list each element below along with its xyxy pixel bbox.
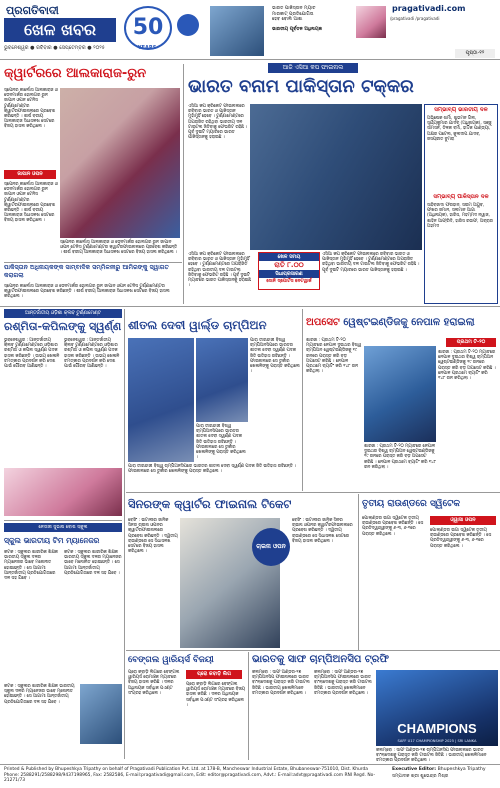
section-title: ଖେଳ ଖବର: [4, 18, 116, 42]
nepal-headline-main: ୱେଷ୍ଟଇଣ୍ଡିଜକୁ ନେପାଳ ହରାଇଲା: [343, 317, 475, 328]
column-rule: [358, 494, 359, 650]
saff-photo: [376, 670, 498, 746]
top-quote: [272, 6, 352, 32]
bengal-body-cont: ପ୍ରୋ କବାଡ଼ି ଲିଗରେ ବେଙ୍ଗଲ ୱାରିୟର୍ସ ରୋମାଞ୍ଚକ ମ୍ୟାଚରେ ବିଜୟ ହାସଲ କରିଛି । ଦଳର ଅଧିନାୟକ ସର୍ବାଧିକ ପଏଣ୍ଟ ସଂଗ୍ରହ କରିଥିଲେ ।: [186, 682, 246, 708]
archery-photo-2: [196, 338, 248, 422]
kabaddi-photo: [4, 468, 122, 516]
archery-headline: ଶୀତଲ ଦେବୀ ୱାର୍ଲ୍ଡ ଚାମ୍ପିଅନ: [128, 318, 267, 332]
sidebar-title-pakistan: ସମ୍ଭାବ୍ୟ ପାକିସ୍ତାନ ଦଳ: [433, 194, 489, 200]
match-time: ରାତି ୮.୦୦: [274, 261, 304, 269]
quote-line: ହେବ ବୋଲି ଆଶା: [272, 17, 303, 23]
quote-author: ଭାରତୀୟ ପୂର୍ବତନ ଅଧିନାୟକ: [272, 26, 323, 32]
imprint-line-1: Printed & Published by Bhupeshkya Tripathy on behalf of Pragativadi Publication Pvt. Ltd. at 178-B, Mancheswar Industrial Estate, Bhubaneswar-751010, Dist. Khurda: [4, 767, 368, 772]
seal-icon: [177, 14, 199, 36]
tennis-tag: ଜାପାନ ଓପନ: [4, 170, 56, 179]
school-photo: [80, 684, 122, 744]
school-body: କଟକ : ସ୍କୁଲର ଶାରୀରିକ ଶିକ୍ଷକ ଭାରତୀୟ ସ୍କୁଲ ଦଳର ମ୍ୟାନେଜର ଭାବେ ମନୋନୀତ ହୋଇଛନ୍ତି । ସେ ଆଗାମୀ ଆନ୍ତର୍ଜାତୀୟ ପ୍ରତିଯୋଗିତାରେ ଦଳ ସହ ଯିବେ ।: [4, 550, 58, 582]
rule: [4, 262, 182, 263]
page-number: ପୃଷ୍ଠା-୧୨: [455, 49, 495, 58]
match-info-box: [258, 252, 320, 290]
third-round-headline: ତୃତୀୟ ରାଉଣ୍ଡରେ ସ୍ୱିଟେକ: [362, 499, 461, 509]
match-time-label: ଖେଳ ସମୟ: [259, 253, 319, 261]
archery-body: ପାରା ତୀରନ୍ଦାଜୀ ବିଶ୍ୱ ଚାମ୍ପିଅନସିପରେ ଭାରତର ଶୀତଲ ଦେବୀ ସ୍ୱର୍ଣ୍ଣ ପଦକ ଜିତି ଇତିହାସ ରଚିଛନ୍ତି । ଫାଇନାଲରେ ସେ ତୁର୍କୀର ଖେଳାଳିଙ୍କୁ ପରାସ୍ତ କରିଥିଲେ ।: [250, 338, 300, 375]
kabaddi-body-cont: ଭୁବନେଶ୍ୱର : ଆନ୍ତର୍ଜାତୀୟ କ୍ଲବ ଟୁର୍ଣ୍ଣାମେଣ୍ଟରେ ଓଡ଼ିଶାର ରଶ୍ମିତା ଓ କପିଲ ସ୍ୱର୍ଣ୍ଣ ପଦକ ହାସଲ କରିଛନ୍ତି । ଉଭୟ ଖେଳାଳି ଚମତ୍କାର ପ୍ରଦର୍ଶନ କରି ଦେଶ ପାଇଁ ଗୌରବ ଆଣିଛନ୍ତି ।: [64, 338, 120, 370]
lead-body: ଏସିଆ କପ କ୍ରିକେଟ ଫାଇନାଲରେ ରବିବାର ଭାରତ ଓ ପାକିସ୍ତାନ ମୁହାଁମୁହିଁ ହେବେ । ଟୁର୍ଣ୍ଣାମେଣ୍ଟରେ ଅପରାଜିତ ରହିଥିବା ଭାରତୀୟ ଦଳ ଟାଇଟଲ ଜିତିବାକୁ ଫେଭରିଟ ରହିଛି । ପୂର୍ବ ଦୁଇଟି ମ୍ୟାଚରେ ଭାରତ ପାକିସ୍ତାନକୁ ହରାଇଛି ।: [188, 104, 248, 141]
bengal-headline: ବେଙ୍ଗଲ ୱାରିୟର୍ସ ବିଜୟୀ: [128, 655, 214, 665]
tennis-photo: [60, 88, 180, 238]
portrait-photo: [356, 6, 386, 38]
school-kicker: ନେତାଜୀ ସୁଭାଷ ବୋଷ ସ୍କୁଲ: [4, 523, 122, 532]
school-headline: ସ୍କୁଲ ଭାରତୀୟ ଟିମ ମ୍ୟାନେଜର: [4, 536, 100, 545]
column-rule: [124, 309, 125, 759]
section-rule: [126, 492, 500, 493]
strip-headline: ପାକିସ୍ତାନ ଅଧିନାୟକଙ୍କ ସାମ୍ବାଦିକ ସମ୍ମିଳନୀରୁ ଆମିରଙ୍କୁ ସ୍ୱାଗତ କରାଗଲା: [4, 264, 169, 279]
masthead: [0, 0, 500, 60]
sinner-badge: ଚାଇନା ଓପନ: [252, 528, 290, 566]
sidebar-title-india: ସମ୍ଭାବ୍ୟ ଭାରତୀୟ ଦଳ: [434, 107, 488, 113]
bengal-tag: ପ୍ରୋ କବାଡ଼ି ଲିଗ: [186, 670, 242, 679]
saff-body: କଲମ୍ବୋ : ସାଫ ଅଣ୍ଡର-୧୭ ଚାମ୍ପିଅନସିପ ଫାଇନାଲରେ ଭାରତ ବାଂଲାଦେଶକୁ ପରାସ୍ତ କରି ଟାଇଟଲ ଜିତିଛି । ଭାରତୀୟ ଖେଳାଳିମାନେ ଚମତ୍କାର ପ୍ରଦର୍ଶନ କରିଥିଲେ ।: [252, 670, 310, 696]
tennis-body-bottom: ସ୍ପେନର କାର୍ଲୋସ ଆଲକାରାଜ ଓ ଡେନମାର୍କର ହୋଲଗର ରୁନ ଜାପାନ ଓପନ ଟେନିସ ଟୁର୍ଣ୍ଣାମେଣ୍ଟର କ୍ୱାର୍ଟରଫାଇନାଲରେ ପ୍ରବେଶ କରିଛନ୍ତି । ଶୀର୍ଷ ବରୀୟ ଆଲକାରାଜ ସିଧାସଳଖ ସେଟରେ ବିଜୟ ହାସଲ କରିଥିଲେ ।: [60, 240, 178, 256]
broadcast-channel: ସୋନି ସ୍ପୋର୍ଟସ ନେଟୱାର୍କ: [266, 279, 312, 284]
nepal-headline-red: ଅପସେଟ: [306, 317, 340, 328]
nepal-body-bottom: ଶାରଜା : ପ୍ରଥମ ଟି-୨୦ ମ୍ୟାଚରେ ନେପାଳ ଦୁଇଥର ବିଶ୍ୱ ଚାମ୍ପିଅନ ୱେଷ୍ଟଇଣ୍ଡିଜକୁ ୧୯ ରନରେ ପରାସ୍ତ କରି ବଡ଼ ଅପସେଟ କରିଛି । ନେପାଳ ପ୍ରଥମେ ବ୍ୟାଟିଂ କରି ୧୪୮ ରନ କରିଥିଲା ।: [364, 444, 436, 470]
nepal-body: ଶାରଜା : ପ୍ରଥମ ଟି-୨୦ ମ୍ୟାଚରେ ନେପାଳ ଦୁଇଥର ବିଶ୍ୱ ଚାମ୍ପିଅନ ୱେଷ୍ଟଇଣ୍ଡିଜକୁ ୧୯ ରନରେ ପରାସ୍ତ କରି ବଡ଼ ଅପସେଟ କରିଛି । ନେପାଳ ପ୍ରଥମେ ବ୍ୟାଟିଂ କରି ୧୪୮ ରନ କରିଥିଲା ।: [306, 338, 362, 375]
saff-caption: କଲମ୍ବୋ : ସାଫ ଅଣ୍ଡର-୧୭ ଚାମ୍ପିଅନସିପ ଫାଇନାଲରେ ଭାରତ ବାଂଲାଦେଶକୁ ପରାସ୍ତ କରି ଟାଇଟଲ ଜିତିଛି । ଭାରତୀୟ ଖେଳାଳିମାନେ ଚମତ୍କାର ପ୍ରଦର୍ଶନ କରିଥିଲେ ।: [376, 748, 487, 764]
archery-body-cont: ପାରା ତୀରନ୍ଦାଜୀ ବିଶ୍ୱ ଚାମ୍ପିଅନସିପରେ ଭାରତର ଶୀତଲ ଦେବୀ ସ୍ୱର୍ଣ୍ଣ ପଦକ ଜିତି ଇତିହାସ ରଚିଛନ୍ତି । ଫାଇନାଲରେ ସେ ତୁର୍କୀର ଖେଳାଳିଙ୍କୁ ପରାସ୍ତ କରିଥିଲେ ।: [196, 424, 246, 461]
champions-banner: CHAMPIONS: [397, 721, 477, 736]
tennis-body: ସ୍ପେନର କାର୍ଲୋସ ଆଲକାରାଜ ଓ ଡେନମାର୍କର ହୋଲଗର ରୁନ ଜାପାନ ଓପନ ଟେନିସ ଟୁର୍ଣ୍ଣାମେଣ୍ଟର କ୍ୱାର୍ଟରଫାଇନାଲରେ ପ୍ରବେଶ କରିଛନ୍ତି । ଶୀର୍ଷ ବରୀୟ ଆଲକାରାଜ ସିଧାସଳଖ ସେଟରେ ବିଜୟ ହାସଲ କରିଥିଲେ ।: [4, 88, 58, 130]
rule: [4, 520, 122, 521]
archery-body-bottom: ପାରା ତୀରନ୍ଦାଜୀ ବିଶ୍ୱ ଚାମ୍ପିଅନସିପରେ ଭାରତର ଶୀତଲ ଦେବୀ ସ୍ୱର୍ଣ୍ଣ ପଦକ ଜିତି ଇତିହାସ ରଚିଛନ୍ତି । ଫାଇନାଲରେ ସେ ତୁର୍କୀର ଖେଳାଳିଙ୍କୁ ପରାସ୍ତ କରିଥିଲେ ।: [128, 464, 297, 475]
column-rule: [302, 309, 303, 491]
lead-sidebar: [424, 104, 498, 304]
imprint-footer: [0, 764, 500, 788]
column-rule: [248, 652, 249, 760]
dateline: ଭୁବନେଶ୍ୱର ● ରବିବାର ● ସେପ୍ଟେମ୍ବର ● ୨୦୨୫: [4, 45, 105, 51]
school-body-bottom: କଟକ : ସ୍କୁଲର ଶାରୀରିକ ଶିକ୍ଷକ ଭାରତୀୟ ସ୍କୁଲ ଦଳର ମ୍ୟାନେଜର ଭାବେ ମନୋନୀତ ହୋଇଛନ୍ତି । ସେ ଆଗାମୀ ଆନ୍ତର୍ଜାତୀୟ ପ୍ରତିଯୋଗିତାରେ ଦଳ ସହ ଯିବେ ।: [4, 684, 75, 705]
lead-body-right: ଏସିଆ କପ କ୍ରିକେଟ ଫାଇନାଲରେ ରବିବାର ଭାରତ ଓ ପାକିସ୍ତାନ ମୁହାଁମୁହିଁ ହେବେ । ଟୁର୍ଣ୍ଣାମେଣ୍ଟରେ ଅପରାଜିତ ରହିଥିବା ଭାରତୀୟ ଦଳ ଟାଇଟଲ ଜିତିବାକୁ ଫେଭରିଟ ରହିଛି । ପୂର୍ବ ଦୁଇଟି ମ୍ୟାଚରେ ଭାରତ ପାକିସ୍ତାନକୁ ହରାଇଛି ।: [322, 252, 420, 273]
column-rule: [183, 64, 184, 304]
nepal-tag: ପ୍ରଥମ ଟି-୨୦: [446, 338, 496, 347]
sidebar-body-india: ଅଭିଷେକ ଶର୍ମା, ଶୁଭମନ ଗିଲ, ସୂର୍ଯ୍ୟକୁମାର ଯାଦବ (ଅଧିନାୟକ), ସଞ୍ଜୁ ସାମସନ, ତିଳକ ବର୍ମା, ହାର୍ଦ୍ଦିକ ପାଣ୍ଡ୍ୟା, ଅକ୍ଷର ପଟେଲ, କୁଲଦୀପ ଯାଦବ, ଜସପ୍ରୀତ ବୁମରା: [427, 116, 492, 142]
tennis-headline-text: କ୍ୱାର୍ଟରରେ ଆଲକାରାଜ-ରୁନ: [4, 66, 147, 81]
lead-photo: [250, 104, 422, 250]
tennis-headline: [4, 64, 182, 86]
editor-odia: ସମ୍ପାଦକ ଶ୍ରୀ ଶୁଭେନ୍ଦ୍ର ମିଶ୍ର: [392, 774, 449, 779]
newspaper-brand: ପ୍ରଗତିବାଦୀ: [6, 4, 59, 17]
quote-line: ଭାରତ ପାକିସ୍ତାନ ମ୍ୟାଚ: [272, 6, 316, 11]
third-round-body-cont: ପୋଲାଣ୍ଡର ଇଗା ସ୍ୱିଟେକ ତୃତୀୟ ରାଉଣ୍ଡରେ ପ୍ରବେଶ କରିଛନ୍ତି । ସେ ପ୍ରତିଦ୍ୱନ୍ଦ୍ୱୀଙ୍କୁ ୬-୩, ୬-୧ରେ ପରାସ୍ତ କରିଥିଲେ ।: [430, 528, 492, 549]
third-round-tag: ଓ୍ୱାସା ଓପନ: [430, 516, 496, 525]
sinner-headline: ସିନରଙ୍କ କ୍ୱାର୍ଟର ଫାଇନାଲ ଟିକେଟ: [128, 497, 292, 511]
anniversary-caption: YEARS: [138, 45, 157, 51]
kabaddi-headline: ରଶ୍ମିତା-କପିଲଙ୍କୁ ସ୍ୱର୍ଣ୍ଣ: [4, 320, 122, 333]
nepal-body-cont: ଶାରଜା : ପ୍ରଥମ ଟି-୨୦ ମ୍ୟାଚରେ ନେପାଳ ଦୁଇଥର ବିଶ୍ୱ ଚାମ୍ପିଅନ ୱେଷ୍ଟଇଣ୍ଡିଜକୁ ୧୯ ରନରେ ପରାସ୍ତ କରି ବଡ଼ ଅପସେଟ କରିଛି । ନେପାଳ ପ୍ରଥମେ ବ୍ୟାଟିଂ କରି ୧୪୮ ରନ କରିଥିଲା ।: [438, 350, 496, 382]
saff-body-cont: କଲମ୍ବୋ : ସାଫ ଅଣ୍ଡର-୧୭ ଚାମ୍ପିଅନସିପ ଫାଇନାଲରେ ଭାରତ ବାଂଲାଦେଶକୁ ପରାସ୍ତ କରି ଟାଇଟଲ ଜିତିଛି । ଭାରତୀୟ ଖେଳାଳିମାନେ ଚମତ୍କାର ପ୍ରଦର୍ଶନ କରିଥିଲେ ।: [314, 670, 372, 696]
lead-body-cont: ଏସିଆ କପ କ୍ରିକେଟ ଫାଇନାଲରେ ରବିବାର ଭାରତ ଓ ପାକିସ୍ତାନ ମୁହାଁମୁହିଁ ହେବେ । ଟୁର୍ଣ୍ଣାମେଣ୍ଟରେ ଅପରାଜିତ ରହିଥିବା ଭାରତୀୟ ଦଳ ଟାଇଟଲ ଜିତିବାକୁ ଫେଭରିଟ ରହିଛି । ପୂର୍ବ ଦୁଇଟି ମ୍ୟାଚରେ ଭାରତ ପାକିସ୍ତାନକୁ ହରାଇଛି ।: [188, 252, 251, 289]
sinner-body-cont: ବେଜିଂ : ଇଟାଲୀର ଜାନିକ ସିନର ଚାଇନା ଓପନର କ୍ୱାର୍ଟରଫାଇନାଲରେ ପ୍ରବେଶ କରିଛନ୍ତି । ଦ୍ୱିତୀୟ ରାଉଣ୍ଡରେ ସେ ସିଧାସଳଖ ସେଟରେ ବିଜୟ ହାସଲ କରିଥିଲେ ।: [292, 518, 353, 544]
quote-line: ମାରକାଟ୍‌ ପ୍ରତିଯୋଗିତା: [272, 11, 314, 17]
editor-name: Bhupeshkya Tripathy: [437, 767, 486, 772]
lead-kicker: ଆଜି ଏସିଆ କପ ଫାଇନାଲ: [268, 63, 358, 73]
bengal-body: ପ୍ରୋ କବାଡ଼ି ଲିଗରେ ବେଙ୍ଗଲ ୱାରିୟର୍ସ ରୋମାଞ୍ଚକ ମ୍ୟାଚରେ ବିଜୟ ହାସଲ କରିଛି । ଦଳର ଅଧିନାୟକ ସର୍ବାଧିକ ପଏଣ୍ଟ ସଂଗ୍ରହ କରିଥିଲେ ।: [128, 670, 180, 696]
strip-body: ସ୍ପେନର କାର୍ଲୋସ ଆଲକାରାଜ ଓ ଡେନମାର୍କର ହୋଲଗର ରୁନ ଜାପାନ ଓପନ ଟେନିସ ଟୁର୍ଣ୍ଣାମେଣ୍ଟର କ୍ୱାର୍ଟରଫାଇନାଲରେ ପ୍ରବେଶ କରିଛନ୍ତି । ଶୀର୍ଷ ବରୀୟ ଆଲକାରାଜ ସିଧାସଳଖ ସେଟରେ ବିଜୟ ହାସଲ କରିଥିଲେ ।: [4, 284, 170, 300]
editor-label: Executive Editor:: [392, 767, 437, 772]
nepal-headline: [306, 314, 498, 332]
social-handles[interactable]: /pragativadi /pragativadi: [390, 16, 440, 21]
broadcast-label: ସିଧାପ୍ରସାରଣ: [259, 270, 319, 278]
sinner-body: ବେଜିଂ : ଇଟାଲୀର ଜାନିକ ସିନର ଚାଇନା ଓପନର କ୍ୱାର୍ଟରଫାଇନାଲରେ ପ୍ରବେଶ କରିଛନ୍ତି । ଦ୍ୱିତୀୟ ରାଉଣ୍ଡରେ ସେ ସିଧାସଳଖ ସେଟରେ ବିଜୟ ହାସଲ କରିଥିଲେ ।: [128, 518, 178, 555]
archery-photo-1: [128, 338, 194, 462]
anniversary-logo: 50: [124, 6, 172, 50]
saff-headline: ଭାରତକୁ ସାଫ ଚାମ୍ପିଅନସିପ ଟ୍ରଫି: [252, 654, 389, 665]
lead-headline: ଭାରତ ବନାମ ପାକିସ୍ତାନ ଟକ୍କର: [188, 76, 414, 97]
sidebar-body-pakistan: ସାହିବଜାଦା ଫରହାନ, ସଇମ ଅୟୁବ, ଫଖର ଜମାନ, ସଲମାନ ଆଗା (ଅଧିନାୟକ), ହାରିସ, ମହମ୍ମଦ ନୱାଜ, ଶାହିନ ଆଫ୍ରିଦି, ହାରିସ ରଉଫ, ଅବ୍ରାର ଅହମଦ: [427, 203, 493, 229]
website-link[interactable]: pragativadi.com: [392, 4, 466, 13]
columnist-photo: [210, 6, 264, 56]
kabaddi-kicker: ଆନ୍ତର୍ଜାତୀୟ ଓଡ଼ିଶା କ୍ଲବ ଟୁର୍ଣ୍ଣାମେଣ୍ଟ: [4, 309, 122, 318]
imprint-line-2: Phone: 2588291/2588298/9437198965, Fax: 2582586, E-mail:pragativadi@gmail.com, Edit: editor@pragativadi.com, Advt.: E-mail:advt@pragativadi.com RNI Regd. No-21271/73: [4, 772, 376, 784]
champions-subtitle: SAFF U17 CHAMPIONSHIP 2025 | SRI LANKA: [397, 739, 477, 743]
third-round-body: ପୋଲାଣ୍ଡର ଇଗା ସ୍ୱିଟେକ ତୃତୀୟ ରାଉଣ୍ଡରେ ପ୍ରବେଶ କରିଛନ୍ତି । ସେ ପ୍ରତିଦ୍ୱନ୍ଦ୍ୱୀଙ୍କୁ ୬-୩, ୬-୧ରେ ପରାସ୍ତ କରିଥିଲେ ।: [362, 516, 424, 537]
section-rule: [0, 306, 500, 307]
executive-editor: [392, 767, 496, 773]
nepal-photo: [364, 346, 436, 442]
section-rule: [126, 650, 500, 651]
school-body-cont: କଟକ : ସ୍କୁଲର ଶାରୀରିକ ଶିକ୍ଷକ ଭାରତୀୟ ସ୍କୁଲ ଦଳର ମ୍ୟାନେଜର ଭାବେ ମନୋନୀତ ହୋଇଛନ୍ତି । ସେ ଆଗାମୀ ଆନ୍ତର୍ଜାତୀୟ ପ୍ରତିଯୋଗିତାରେ ଦଳ ସହ ଯିବେ ।: [64, 550, 122, 576]
kabaddi-body: ଭୁବନେଶ୍ୱର : ଆନ୍ତର୍ଜାତୀୟ କ୍ଲବ ଟୁର୍ଣ୍ଣାମେଣ୍ଟରେ ଓଡ଼ିଶାର ରଶ୍ମିତା ଓ କପିଲ ସ୍ୱର୍ଣ୍ଣ ପଦକ ହାସଲ କରିଛନ୍ତି । ଉଭୟ ଖେଳାଳି ଚମତ୍କାର ପ୍ରଦର୍ଶନ କରି ଦେଶ ପାଇଁ ଗୌରବ ଆଣିଛନ୍ତି ।: [4, 338, 60, 370]
tennis-body-cont: ସ୍ପେନର କାର୍ଲୋସ ଆଲକାରାଜ ଓ ଡେନମାର୍କର ହୋଲଗର ରୁନ ଜାପାନ ଓପନ ଟେନିସ ଟୁର୍ଣ୍ଣାମେଣ୍ଟର କ୍ୱାର୍ଟରଫାଇନାଲରେ ପ୍ରବେଶ କରିଛନ୍ତି । ଶୀର୍ଷ ବରୀୟ ଆଲକାରାଜ ସିଧାସଳଖ ସେଟରେ ବିଜୟ ହାସଲ କରିଥିଲେ ।: [4, 182, 58, 224]
